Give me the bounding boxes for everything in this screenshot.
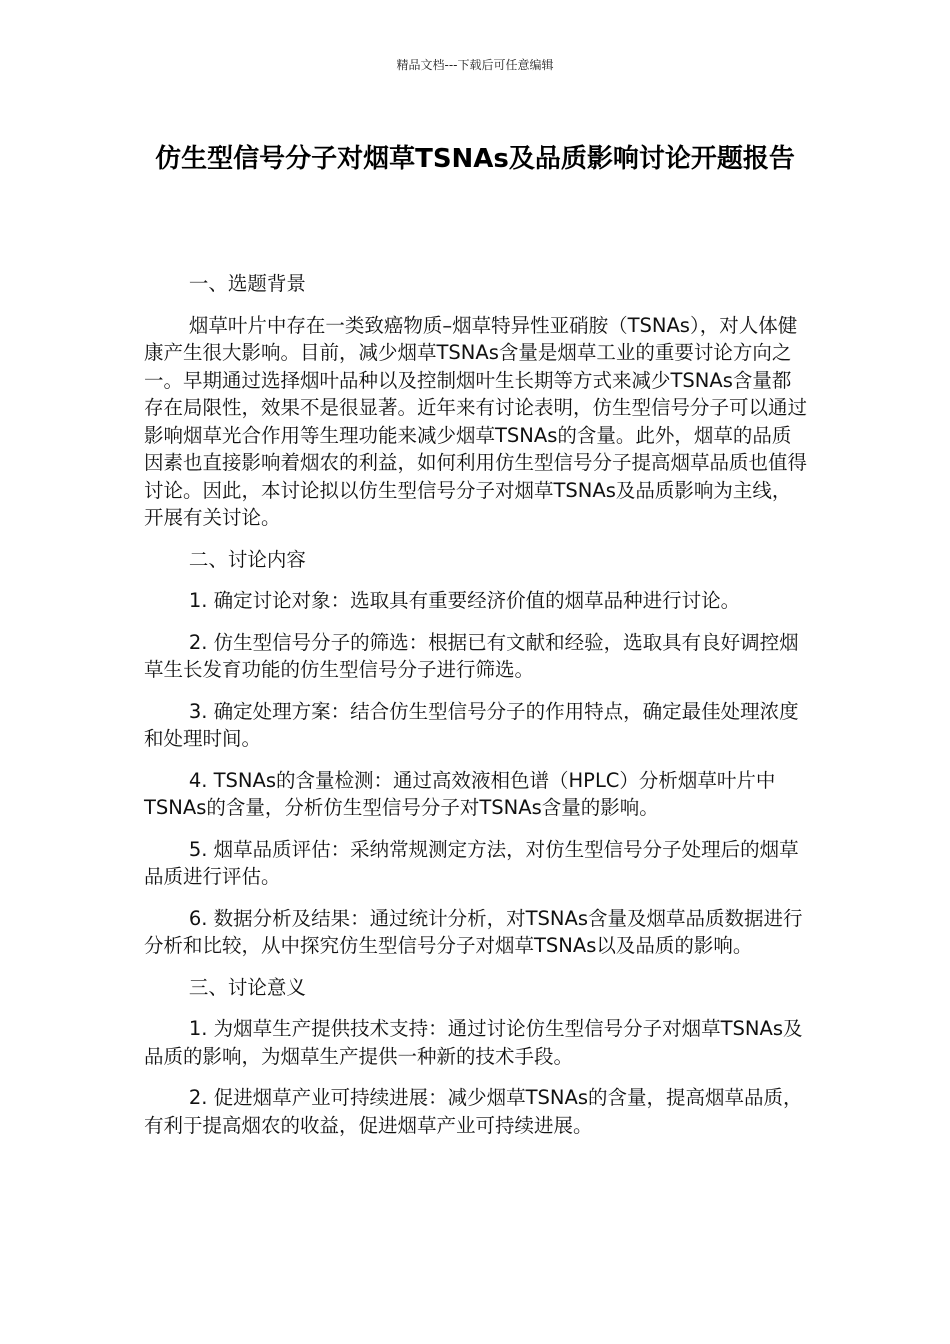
background-paragraph: 烟草叶片中存在一类致癌物质–烟草特异性亚硝胺（TSNAs），对人体健康产生很大影响。目前，减少烟草TSNAs含量是烟草工业的重要讨论方向之一。早期通过选择烟叶品种以及控制烟叶生长期等方式来减少TSNAs含量都存在局限性，效果不是很显著。近年来有讨论表明，仿生型信号分子可以通过影响烟草光合作用等生理功能来减少烟草TSNAs的含量。此外，烟草的品质因素也直接影响着烟农的利益，如何利用仿生型信号分子提高烟草品质也值得讨论。因此，本讨论拟以仿生型信号分子对烟草TSNAs及品质影响为主线，开展有关讨论。 (144, 313, 808, 529)
significance-item-1: 1. 为烟草生产提供技术支持：通过讨论仿生型信号分子对烟草TSNAs及品质的影响，为烟草生产提供一种新的技术手段。 (144, 1017, 803, 1068)
significance-item-2: 2. 促进烟草产业可持续进展：减少烟草TSNAs的含量，提高烟草品质，有利于提高烟农的收益，促进烟草产业可持续进展。 (144, 1086, 803, 1137)
content-item-2: 2. 仿生型信号分子的筛选：根据已有文献和经验，选取具有良好调控烟草生长发育功能的仿生型信号分子进行筛选。 (144, 630, 799, 681)
section-heading-significance: 三、讨论意义 (188, 975, 306, 999)
section-heading-background: 一、选题背景 (188, 272, 306, 295)
content-item-3: 3. 确定处理方案：结合仿生型信号分子的作用特点，确定最佳处理浓度和处理时间。 (144, 699, 799, 750)
content-item-1: 1. 确定讨论对象：选取具有重要经济价值的烟草品种进行讨论。 (188, 589, 741, 612)
header-note: 精品文档---下载后可任意编辑 (396, 58, 554, 72)
section-heading-content: 二、讨论内容 (188, 547, 306, 571)
content-item-5: 5. 烟草品质评估：采纳常规测定方法，对仿生型信号分子处理后的烟草品质进行评估。 (144, 837, 799, 888)
document-title: 仿生型信号分子对烟草TSNAs及品质影响讨论开题报告 (155, 144, 795, 174)
document-body (144, 270, 810, 1153)
content-item-4: 4. TSNAs的含量检测：通过高效液相色谱（HPLC）分析烟草叶片中TSNAs的含量，分析仿生型信号分子对TSNAs含量的影响。 (144, 768, 776, 819)
content-item-6: 6. 数据分析及结果：通过统计分析，对TSNAs含量及烟草品质数据进行分析和比较，从中探究仿生型信号分子对烟草TSNAs以及品质的影响。 (144, 906, 803, 957)
